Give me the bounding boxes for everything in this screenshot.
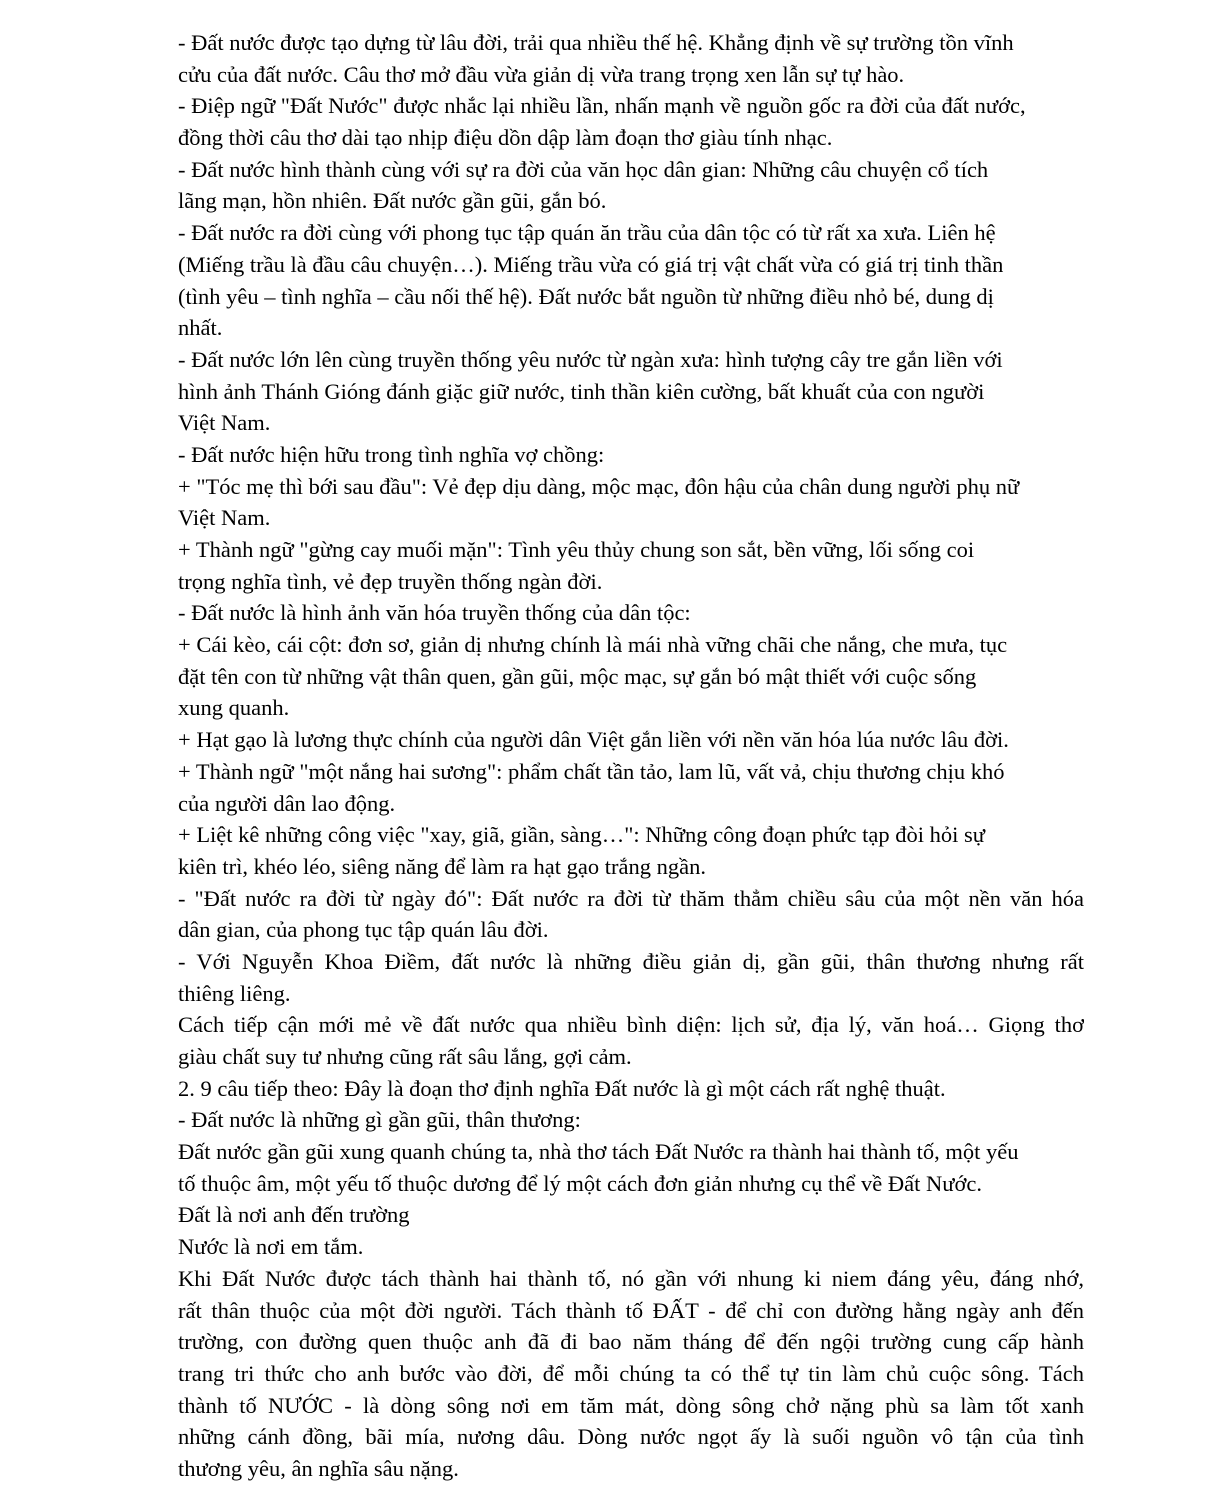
text-line: - Đất nước được tạo dựng từ lâu đời, trải qua nhiều thế hệ. Khẳng định về sự trường tồn vĩnh <box>178 30 1014 55</box>
text-line: dân gian, của phong tục tập quán lâu đời. <box>178 917 549 943</box>
text-line: - Đất nước lớn lên cùng truyền thống yêu nước từ ngàn xưa: hình tượng cây tre gắn liền với <box>178 346 1003 372</box>
text-line: Việt Nam. <box>178 410 271 436</box>
text-line: (Miếng trầu là đầu câu chuyện…). Miếng trầu vừa có giá trị vật chất vừa có giá trị tinh thần <box>178 251 1004 277</box>
text-line: thành tố NƯỚC - là dòng sông nơi em tăm mát, dòng sông chở nặng phù sa làm tốt xanh <box>178 1392 1084 1418</box>
text-line: Đất nước gần gũi xung quanh chúng ta, nhà thơ tách Đất Nước ra thành hai thành tố, một yếu <box>178 1139 1019 1165</box>
text-line: những cánh đồng, bãi mía, nương dâu. Dòng nước ngọt ấy là suối nguồn vô tận của tình <box>178 1424 1084 1450</box>
text-line: - Đất nước ra đời cùng với phong tục tập quán ăn trầu của dân tộc có từ rất xa xưa. Liên hệ <box>178 220 996 246</box>
text-line: Cách tiếp cận mới mẻ về đất nước qua nhiều bình diện: lịch sử, địa lý, văn hoá… Giọng thơ <box>178 1012 1084 1038</box>
document-page <box>178 27 1084 1485</box>
text-line: - Đất nước là hình ảnh văn hóa truyền thống của dân tộc: <box>178 600 691 626</box>
text-line: kiên trì, khéo léo, siêng năng để làm ra hạt gạo trắng ngần. <box>178 853 706 879</box>
text-line: nhất. <box>178 315 223 341</box>
text-line: - Đất nước hiện hữu trong tình nghĩa vợ chồng: <box>178 441 605 467</box>
text-line: thương yêu, ân nghĩa sâu nặng. <box>178 1455 459 1481</box>
text-line: đặt tên con từ những vật thân quen, gần gũi, mộc mạc, sự gắn bó mật thiết với cuộc sống <box>178 663 977 689</box>
text-line: + Cái kèo, cái cột: đơn sơ, giản dị nhưng chính là mái nhà vững chãi che nắng, che mưa, tục <box>178 632 1008 658</box>
text-line: hình ảnh Thánh Gióng đánh giặc giữ nước, tinh thần kiên cường, bất khuất của con người <box>178 378 985 404</box>
text-line: + Thành ngữ "một nắng hai sương": phẩm chất tần tảo, lam lũ, vất vả, chịu thương chịu khó <box>178 758 1005 784</box>
text-line: + Liệt kê những công việc "xay, giã, giần, sàng…": Những công đoạn phức tạp đòi hỏi sự <box>178 822 985 848</box>
text-line: Khi Đất Nước được tách thành hai thành tố, nó gần với nhung ki niem đáng yêu, đáng nhớ, <box>178 1265 1084 1291</box>
text-line: - Đất nước hình thành cùng với sự ra đời của văn học dân gian: Những câu chuyện cổ tích <box>178 156 989 182</box>
text-line: (tình yêu – tình nghĩa – cầu nối thế hệ). Đất nước bắt nguồn từ những điều nhỏ bé, dung dị <box>178 283 994 309</box>
text-line: thiêng liêng. <box>178 980 291 1006</box>
text-line: - "Đất nước ra đời từ ngày đó": Đất nước ra đời từ thăm thẳm chiều sâu của một nền văn hóa <box>178 885 1084 911</box>
text-line: trang tri thức cho anh bước vào đời, để mỗi chúng ta có thể tự tin làm chủ cuộc sông. Tách <box>178 1360 1084 1386</box>
text-line: Nước là nơi em tắm. <box>178 1234 364 1260</box>
text-line: xung quanh. <box>178 695 290 721</box>
text-line: + "Tóc mẹ thì bới sau đầu": Vẻ đẹp dịu dàng, mộc mạc, đôn hậu của chân dung người phụ nữ <box>178 473 1020 499</box>
text-line: của người dân lao động. <box>178 790 396 816</box>
text-line: Việt Nam. <box>178 505 271 531</box>
text-line: - Đất nước là những gì gần gũi, thân thương: <box>178 1107 581 1133</box>
text-line: giàu chất suy tư nhưng cũng rất sâu lắng, gợi cảm. <box>178 1044 632 1069</box>
text-line: lãng mạn, hồn nhiên. Đất nước gần gũi, gắn bó. <box>178 188 607 214</box>
text-line: cửu của đất nước. Câu thơ mở đầu vừa giản dị vừa trang trọng xen lẫn sự tự hào. <box>178 61 905 87</box>
text-line: trường, con đường quen thuộc anh đã đi bao năm tháng để đến ngội trường cung cấp hành <box>178 1329 1084 1355</box>
text-line: 2. 9 câu tiếp theo: Đây là đoạn thơ định nghĩa Đất nước là gì một cách rất nghệ thuật. <box>178 1075 946 1101</box>
text-line: đồng thời câu thơ dài tạo nhịp điệu dồn dập làm đoạn thơ giàu tính nhạc. <box>178 125 833 151</box>
text-line: trọng nghĩa tình, vẻ đẹp truyền thống ngàn đời. <box>178 568 603 594</box>
text-line: - Với Nguyễn Khoa Điềm, đất nước là những điều giản dị, gần gũi, thân thương nhưng rất <box>178 948 1084 974</box>
text-line: tố thuộc âm, một yếu tố thuộc dương để lý một cách đơn giản nhưng cụ thể về Đất Nước. <box>178 1170 982 1196</box>
text-line: - Điệp ngữ "Đất Nước" được nhắc lại nhiều lần, nhấn mạnh về nguồn gốc ra đời của đất nước, <box>178 93 1026 119</box>
text-line: rất thân thuộc của một đời người. Tách thành tố ĐẤT - để chỉ con đường hằng ngày anh đến <box>178 1297 1084 1323</box>
text-line: + Hạt gạo là lương thực chính của người dân Việt gắn liền với nền văn hóa lúa nước lâu đời. <box>178 727 1009 753</box>
text-line: Đất là nơi anh đến trường <box>178 1202 410 1228</box>
text-line: + Thành ngữ "gừng cay muối mặn": Tình yêu thủy chung son sắt, bền vững, lối sống coi <box>178 537 975 562</box>
